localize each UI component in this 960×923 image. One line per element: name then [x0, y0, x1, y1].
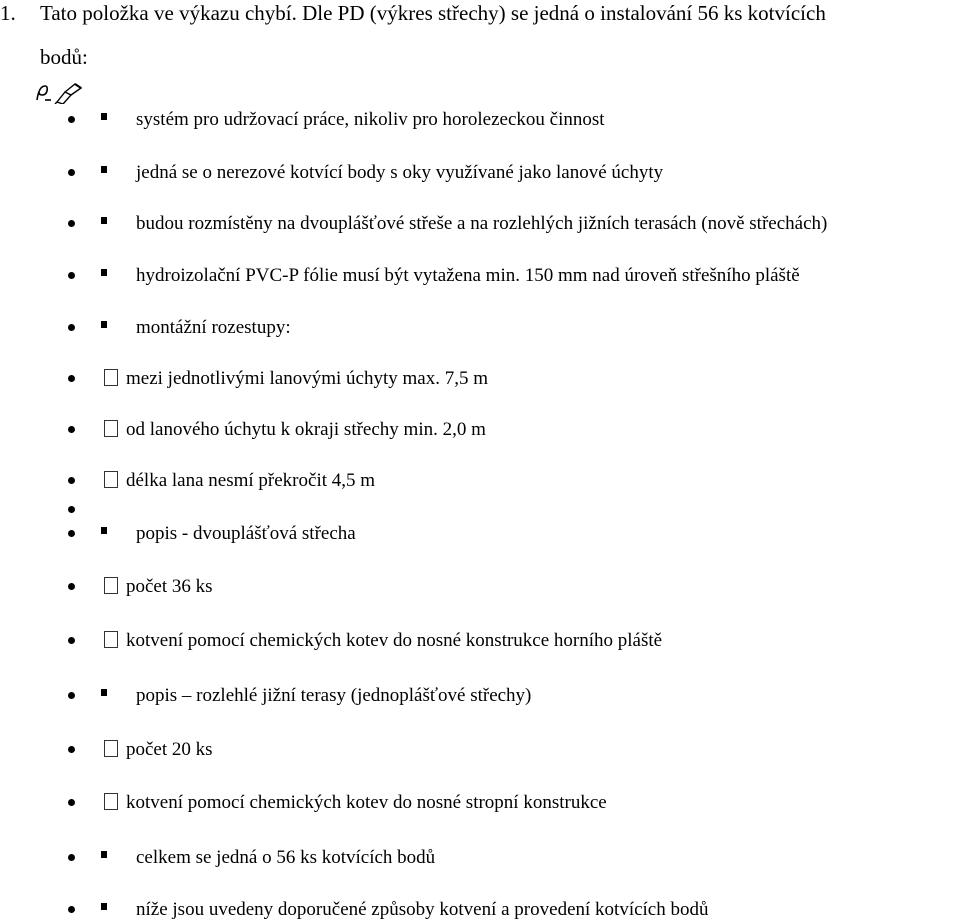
bullet-dot-icon [68, 220, 75, 227]
list-item [0, 628, 960, 654]
bullet-dot-icon [68, 169, 75, 176]
list-item [0, 417, 960, 443]
heading-line-1: Tato položka ve výkazu chybí. Dle PD (výkres střechy) se jedná o instalování 56 ks kotvících [40, 1, 826, 25]
list-item-text: od lanového úchytu k okraji střechy min. 2,0 m [126, 419, 486, 440]
missing-glyph-box-icon [104, 577, 118, 594]
missing-glyph-box-icon [104, 369, 118, 386]
list-item [0, 366, 960, 392]
square-bullet-icon [101, 527, 107, 534]
list-item-text: kotvení pomocí chemických kotev do nosné stropní konstrukce [126, 792, 607, 813]
bullet-dot-icon [68, 906, 75, 913]
list-item [0, 737, 960, 763]
heading-line-2: bodů: [40, 45, 88, 69]
missing-glyph-box-icon [104, 420, 118, 437]
list-item-text: hydroizolační PVC-P fólie musí být vytažena min. 150 mm nad úroveň střešního pláště [136, 265, 800, 286]
square-bullet-icon [101, 166, 107, 173]
square-bullet-icon [101, 851, 107, 858]
bullet-dot-icon [68, 746, 75, 753]
list-item-text: systém pro udržovací práce, nikoliv pro horolezeckou činnost [136, 109, 605, 130]
bullet-dot-icon [68, 477, 75, 484]
square-bullet-icon [101, 269, 107, 276]
list-item-text: počet 20 ks [126, 739, 213, 760]
missing-glyph-box-icon [104, 740, 118, 757]
list-item-text: délka lana nesmí překročit 4,5 m [126, 470, 376, 491]
list-number: 1. [0, 1, 16, 25]
list-item-text: níže jsou uvedeny doporučené způsoby kotvení a provedení kotvících bodů [136, 899, 709, 920]
missing-glyph-box-icon [104, 631, 118, 648]
bullet-dot-icon [68, 530, 75, 537]
list-item [0, 468, 960, 494]
bullet-dot-icon [68, 375, 75, 382]
bullet-dot-icon [68, 426, 75, 433]
missing-glyph-box-icon [104, 471, 118, 488]
bullet-dot-icon [68, 692, 75, 699]
list-item [0, 790, 960, 816]
square-bullet-icon [101, 689, 107, 696]
list-item-text: počet 36 ks [126, 576, 213, 597]
list-item [0, 497, 960, 523]
list-item [0, 107, 960, 133]
bullet-dot-icon [68, 272, 75, 279]
list-item [0, 683, 960, 709]
bullet-dot-icon [68, 583, 75, 590]
list-item [0, 263, 960, 289]
list-item-text: mezi jednotlivými lanovými úchyty max. 7,5 m [126, 368, 489, 389]
bullet-dot-icon [68, 506, 75, 513]
list-item [0, 845, 960, 871]
square-bullet-icon [101, 113, 107, 120]
square-bullet-icon [101, 321, 107, 328]
list-item [0, 574, 960, 600]
list-item-text: budou rozmístěny na dvouplášťové střeše a na rozlehlých jižních terasách (nově střechách) [136, 213, 828, 234]
bullet-dot-icon [68, 637, 75, 644]
pencil-writing-icon [35, 80, 83, 104]
list-item-text: jedná se o nerezové kotvící body s oky využívané jako lanové úchyty [136, 162, 664, 183]
bullet-dot-icon [68, 324, 75, 331]
bullet-dot-icon [68, 799, 75, 806]
list-item [0, 521, 960, 547]
list-item-text: kotvení pomocí chemických kotev do nosné konstrukce horního pláště [126, 630, 663, 651]
list-item [0, 897, 960, 923]
list-item-text: popis – rozlehlé jižní terasy (jednoplášťové střechy) [136, 685, 532, 706]
list-item [0, 160, 960, 186]
square-bullet-icon [101, 903, 107, 910]
bullet-dot-icon [68, 116, 75, 123]
list-item [0, 211, 960, 237]
bullet-dot-icon [68, 854, 75, 861]
missing-glyph-box-icon [104, 793, 118, 810]
list-item-text: montážní rozestupy: [136, 317, 291, 338]
list-item-text: celkem se jedná o 56 ks kotvících bodů [136, 847, 436, 868]
square-bullet-icon [101, 217, 107, 224]
list-item [0, 315, 960, 341]
list-item-text: popis - dvouplášťová střecha [136, 523, 356, 544]
